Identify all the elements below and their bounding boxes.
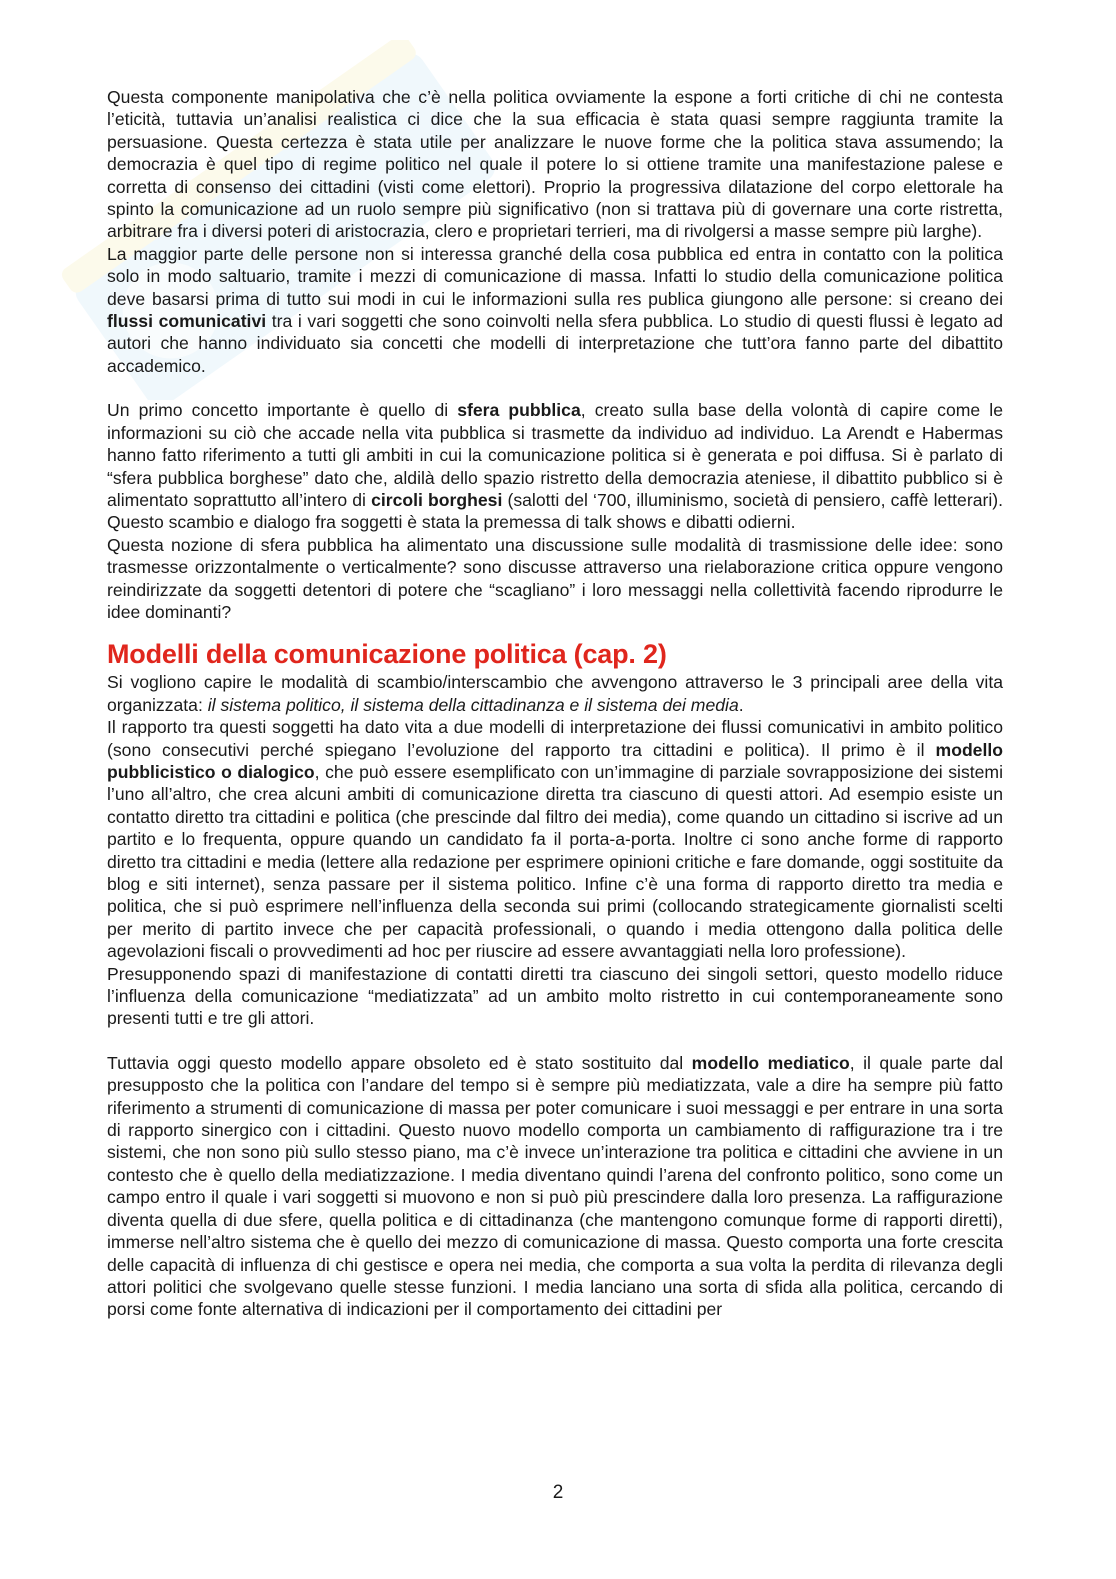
page-number: 2: [552, 1482, 564, 1503]
paragraph-3-text-c: (salotti del ‘700, illuminismo, società di pensiero, caffè letterari). Questo scambio e dialogo fra soggetti è stata la premessa di talk shows e dibatti odierni.: [107, 489, 1003, 533]
paragraph-3-text-a: Un primo concetto importante è quello di: [107, 400, 458, 421]
paragraph-5-text-a: Si vogliono capire le modalità di scambio/interscambio che avvengono attraverso le 3 principali aree della vita organizzata:: [107, 672, 1003, 715]
paragraph-3: [107, 399, 1003, 533]
paragraph-1: [107, 86, 1003, 243]
document-page: [107, 86, 1003, 1321]
paragraph-7: [107, 963, 1003, 1030]
paragraph-6: [107, 716, 1003, 962]
term-circoli-borghesi: circoli borghesi: [371, 489, 503, 510]
term-modello-pubblicistico: modello pubblicistico o dialogico: [107, 739, 1003, 782]
paragraph-1-text: Questa componente manipolativa che c’è nella politica ovviamente la espone a forti critiche di chi ne contesta l’eticità, tuttavia un’analisi realistica ci dice che la sua efficacia è stata quasi sempre raggiunta tramite la persuasione. Questa certezza è stata utile per analizzare le nuove forme che la politica stava assumendo; la democrazia è quel tipo di regime politico nel quale il potere lo si ottiene tramite una manifestazione palese e corretta di consenso dei cittadini (visti come elettori). Proprio la progressiva dilatazione del corpo elettorale ha spinto la comunicazione ad un ruolo sempre più significativo (non si trattava più di governare una corte ristretta, arbitrare fra i diversi poteri di aristocrazia, clero e proprietari terrieri, ma di rivolgersi a masse sempre più larghe).: [107, 87, 1003, 242]
paragraph-5-text-b: .: [738, 694, 744, 715]
paragraph-2-text-b: tra i vari soggetti che sono coinvolti nella sfera pubblica. Lo studio di questi flussi è legato ad autori che hanno individuato sia concetti che modelli di interpretazione che tutt’ora fanno parte del dibattito accademico.: [107, 311, 1003, 376]
paragraph-6-text-b: , che può essere esemplificato con un’immagine di parziale sovrapposizione dei sistemi l’uno all’altro, che crea alcuni ambiti di comunicazione diretta tra ciascuno di questi attori. Ad esempio esiste un contatto diretto tra cittadini e politica (che prescinde dal filtro dei media), come quando un cittadino si iscrive ad un partito e lo frequenta, oppure quando un candidato fa il porta-a-porta. Inoltre ci sono anche forme di rapporto diretto tra cittadini e media (lettere alla redazione per esprimere opinioni critiche e fare domande, oggi sostituite da blog e siti internet), senza passare per il sistema politico. Infine c’è una forma di rapporto diretto tra media e politica, che si può esprimere nell’influenza della seconda sui primi (collocando strategicamente giornalisti scelti per merito di partito invece che per capacità professionali, o quando i media ottengono dalla politica delle agevolazioni fiscali o provvedimenti ad hoc per riuscire ad essere avvantaggiati nella loro professione).: [107, 761, 1003, 962]
term-flussi-comunicativi: flussi comunicativi: [107, 311, 267, 332]
paragraph-4: [107, 534, 1003, 624]
paragraph-4-text: Questa nozione di sfera pubblica ha alimentato una discussione sulle modalità di trasmissione delle idee: sono trasmesse orizzontalmente o verticalmente? sono discusse attraverso una rielaborazione critica oppure vengono reindirizzate da soggetti detentori di potere che “scagliano” i loro messaggi nella collettività facendo riprodurre le idee dominanti?: [107, 534, 1003, 622]
paragraph-5: [107, 671, 1003, 716]
paragraph-gap: [107, 1030, 1003, 1052]
paragraph-8-text-a: Tuttavia oggi questo modello appare obsoleto ed è stato sostituito dal: [107, 1052, 692, 1073]
paragraph-3-text-b: , creato sulla base della volontà di capire come le informazioni su ciò che accade nella vita pubblica si trasmette da individuo ad individuo. La Arendt e Habermas hanno fatto riferimento a tutti gli ambiti in cui la comunicazione politica si è generata e poi diffusa. Si è parlato di “sfera pubblica borghese” dato che, aldilà dello spazio ristretto della democrazia ateniese, il dibattito pubblico si è alimentato soprattutto all’intero di: [107, 400, 1003, 510]
paragraph-7-text: Presupponendo spazi di manifestazione di contatti diretti tra ciascuno dei singoli settori, questo modello riduce l’influenza della comunicazione “mediatizzata” ad un ambito molto ristretto in cui contemporaneamente sono presenti tutti e tre gli attori.: [107, 963, 1003, 1029]
paragraph-8-text-b: , il quale parte dal presupposto che la politica con l’andare del tempo si è sempre più mediatizzata, vale a dire ha sempre più fatto riferimento a strumenti di comunicazione di massa per poter comunicare i suoi messaggi e per entrare in una sorta di rapporto sinergico con i cittadini. Questo nuovo modello comporta un cambiamento di raffigurazione tra i tre sistemi, che non sono più sullo stesso piano, ma c’è invece un’interazione tra politica e cittadini che avviene in un contesto che è quello della mediatizzazione. I media diventano quindi l’arena del confronto politico, sono come un campo entro il quale i vari soggetti si muovono e non si può più prescindere dalla loro presenza. La raffigurazione diventa quella di due sfere, quella politica e di cittadinanza (che mantengono comunque forme di rapporti diretti), immerse nell’altro sistema che è quello dei mezzo di comunicazione di massa. Questo comporta una forte crescita delle capacità di influenza di chi gestisce e opera nei media, che comporta a sua volta la perdita di rilevanza degli attori politici che svolgevano quelle stesse funzioni. I media lanciano una sorta di sfida alla politica, cercando di porsi come fonte alternativa di indicazioni per il comportamento dei cittadini per: [107, 1052, 1004, 1320]
term-modello-mediatico: modello mediatico: [691, 1052, 850, 1073]
paragraph-gap: [107, 377, 1003, 399]
three-systems-italic: il sistema politico, il sistema della cittadinanza e il sistema dei media: [207, 694, 739, 715]
term-sfera-pubblica: sfera pubblica: [457, 400, 581, 421]
paragraph-2-text-a: La maggior parte delle persone non si interessa granché della cosa pubblica ed entra in contatto con la politica solo in modo saltuario, tramite i mezzi di comunicazione di massa. Infatti lo studio della comunicazione politica deve basarsi prima di tutto sui modi in cui le informazioni sulla res publica giungono alle persone: si creano dei: [107, 243, 1003, 309]
paragraph-8: [107, 1052, 1003, 1321]
paragraph-2: [107, 243, 1003, 377]
paragraph-6-text-a: Il rapporto tra questi soggetti ha dato vita a due modelli di interpretazione dei flussi comunicativi in ambito politico (sono consecutivi perché spiegano l’evoluzione del rapporto tra cittadini e politica). Il primo è il: [107, 717, 1003, 760]
section-heading: Modelli della comunicazione politica (cap. 2): [107, 639, 667, 670]
